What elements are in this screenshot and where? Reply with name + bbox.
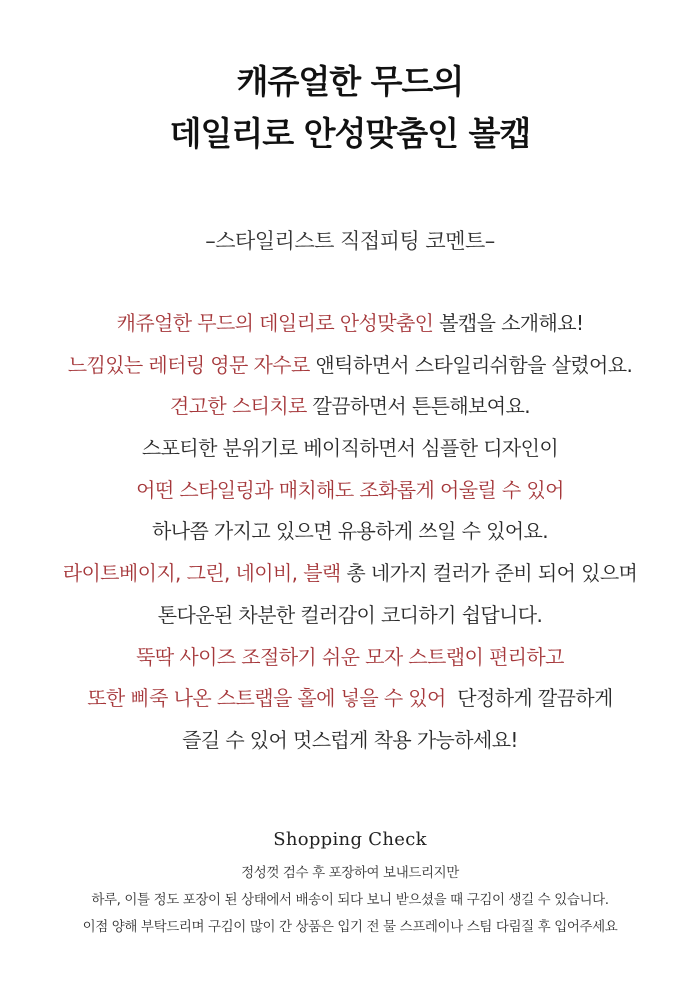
notice-line: 정성껏 검수 후 포장하여 보내드리지만 bbox=[241, 865, 459, 881]
comment-line bbox=[0, 345, 700, 387]
comment-text: 스포티한 분위기로 베이직하면서 심플한 디자인이 bbox=[141, 436, 559, 461]
comment-line bbox=[0, 428, 700, 470]
comment-highlight: 또한 삐죽 나온 스트랩을 홀에 넣을 수 있어 bbox=[87, 686, 446, 711]
notice-line: 하루, 이틀 정도 포장이 된 상태에서 배송이 되다 보니 받으셨을 때 구김이 생길 수 있습니다. bbox=[91, 892, 609, 908]
comment-text: 하나쯤 가지고 있으면 유용하게 쓰일 수 있어요. bbox=[152, 519, 548, 544]
stylist-comment-subtitle: –스타일리스트 직접피팅 코멘트– bbox=[205, 229, 495, 253]
comment-line bbox=[0, 303, 700, 345]
comment-line bbox=[0, 553, 700, 595]
comment-text: 앤틱하면서 스타일리쉬함을 살렸어요. bbox=[309, 352, 633, 377]
comment-highlight: 견고한 스티치로 bbox=[169, 394, 307, 419]
comment-text: 깔끔하면서 튼튼해보여요. bbox=[306, 394, 530, 419]
comment-line bbox=[0, 637, 700, 679]
headline bbox=[0, 56, 700, 160]
headline-line-2: 데일리로 안성맞춤인 볼캡 bbox=[169, 114, 531, 153]
comment-highlight: 캐쥬얼한 무드의 데일리로 안성맞춤인 bbox=[116, 311, 434, 335]
comment-text: 톤다운된 차분한 컬러감이 코디하기 쉽답니다. bbox=[157, 602, 543, 627]
comment-line bbox=[0, 511, 700, 553]
stylist-comment bbox=[0, 303, 700, 762]
comment-line bbox=[0, 678, 700, 720]
comment-line bbox=[0, 595, 700, 637]
comment-text: 즐길 수 있어 멋스럽게 착용 가능하세요! bbox=[182, 727, 518, 752]
shopping-check-title: Shopping Check bbox=[273, 829, 427, 850]
comment-highlight: 느낌있는 레터링 영문 자수로 bbox=[67, 352, 310, 377]
comment-highlight: 라이트베이지, 그린, 네이비, 블랙 bbox=[62, 561, 341, 586]
notice-line: 이점 양해 부탁드리며 구김이 많이 간 상품은 입기 전 물 스프레이나 스팀 다림질 후 입어주세요 bbox=[82, 919, 618, 935]
comment-text: 총 네가지 컬러가 준비 되어 있으며 bbox=[340, 561, 638, 586]
shopping-check-notice bbox=[0, 860, 700, 941]
comment-highlight: 어떤 스타일링과 매치해도 조화롭게 어울릴 수 있어 bbox=[136, 477, 564, 502]
comment-highlight: 뚝딱 사이즈 조절하기 쉬운 모자 스트랩이 편리하고 bbox=[136, 644, 564, 669]
headline-line-1: 캐쥬얼한 무드의 bbox=[236, 62, 464, 101]
comment-line bbox=[0, 720, 700, 762]
comment-line bbox=[0, 470, 700, 512]
comment-text: 단정하게 깔끔하게 bbox=[445, 686, 613, 711]
comment-line bbox=[0, 386, 700, 428]
comment-text: 볼캡을 소개해요! bbox=[433, 311, 584, 335]
